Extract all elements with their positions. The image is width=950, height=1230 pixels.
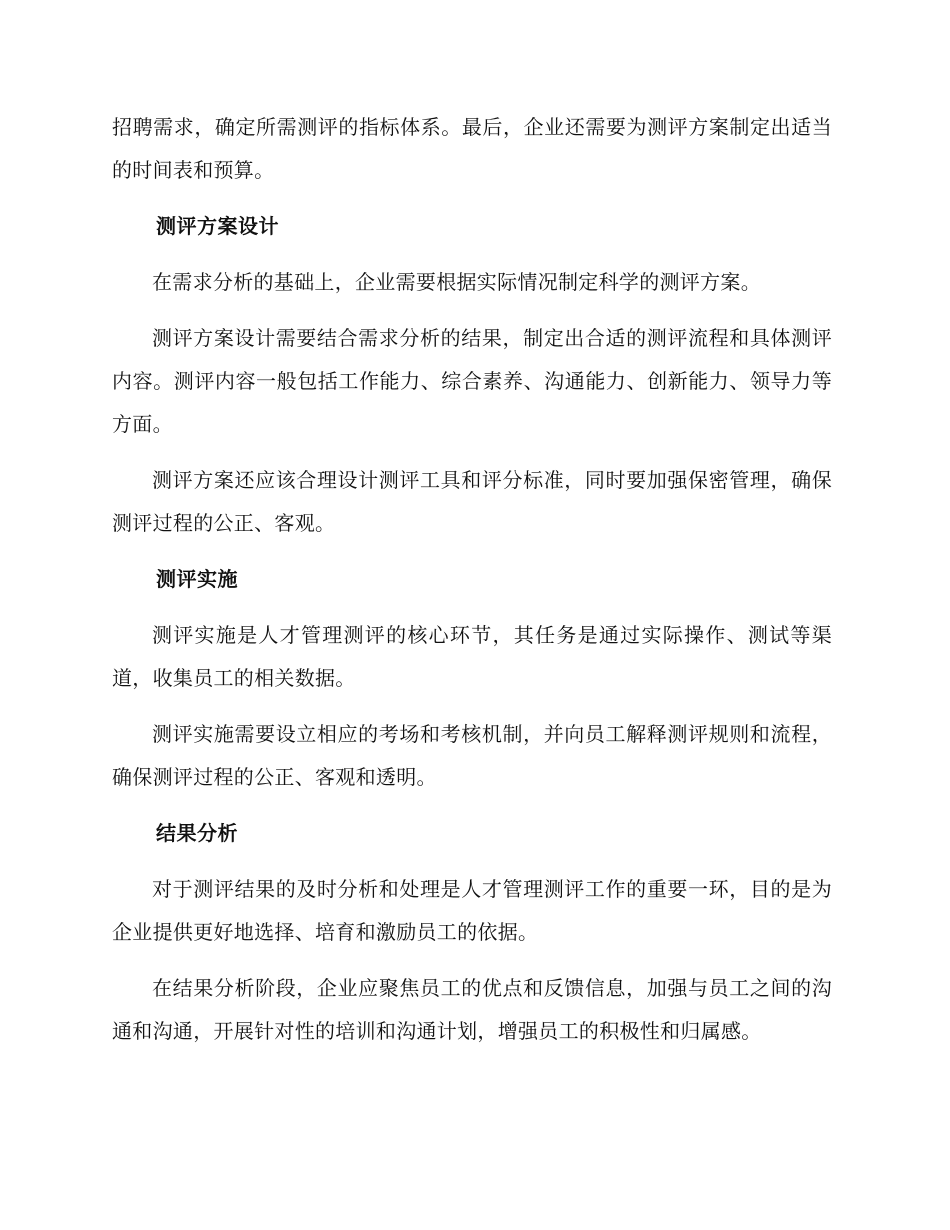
- spacer: [112, 954, 832, 967]
- paragraph: 测评方案还应该合理设计测评工具和评分标准，同时要加强保密管理，确保测评过程的公正、客观。: [112, 468, 832, 535]
- spacer: [112, 799, 832, 812]
- spacer: [112, 192, 832, 205]
- section-heading-result-analysis: 结果分析: [156, 821, 238, 845]
- paragraph: 测评方案设计需要结合需求分析的结果，制定出合适的测评流程和具体测评内容。测评内容一般包括工作能力、综合素养、沟通能力、创新能力、领导力等方面。: [112, 326, 832, 436]
- spacer: [112, 248, 832, 261]
- paragraph: 测评实施是人才管理测评的核心环节，其任务是通过实际操作、测试等渠道，收集员工的相关数据。: [112, 623, 832, 690]
- paragraph: 在结果分析阶段，企业应聚焦员工的优点和反馈信息，加强与员工之间的沟通和沟通，开展针对性的培训和沟通计划，增强员工的积极性和归属感。: [112, 976, 832, 1043]
- section-heading-implementation: 测评实施: [156, 567, 238, 591]
- paragraph: 在需求分析的基础上，企业需要根据实际情况制定科学的测评方案。: [152, 270, 761, 294]
- spacer: [112, 545, 832, 558]
- spacer: [112, 304, 832, 317]
- section-heading-plan-design: 测评方案设计: [156, 214, 279, 238]
- spacer: [112, 446, 832, 459]
- spacer: [112, 855, 832, 868]
- document-page: [112, 106, 832, 1053]
- paragraph: 对于测评结果的及时分析和处理是人才管理测评工作的重要一环，目的是为企业提供更好地选择、培育和激励员工的依据。: [112, 877, 832, 944]
- paragraph-continued: 招聘需求，确定所需测评的指标体系。最后，企业还需要为测评方案制定出适当的时间表和预算。: [112, 115, 832, 182]
- spacer: [112, 601, 832, 614]
- paragraph: 测评实施需要设立相应的考场和考核机制，并向员工解释测评规则和流程，确保测评过程的公正、客观和透明。: [112, 722, 832, 789]
- spacer: [112, 700, 832, 713]
